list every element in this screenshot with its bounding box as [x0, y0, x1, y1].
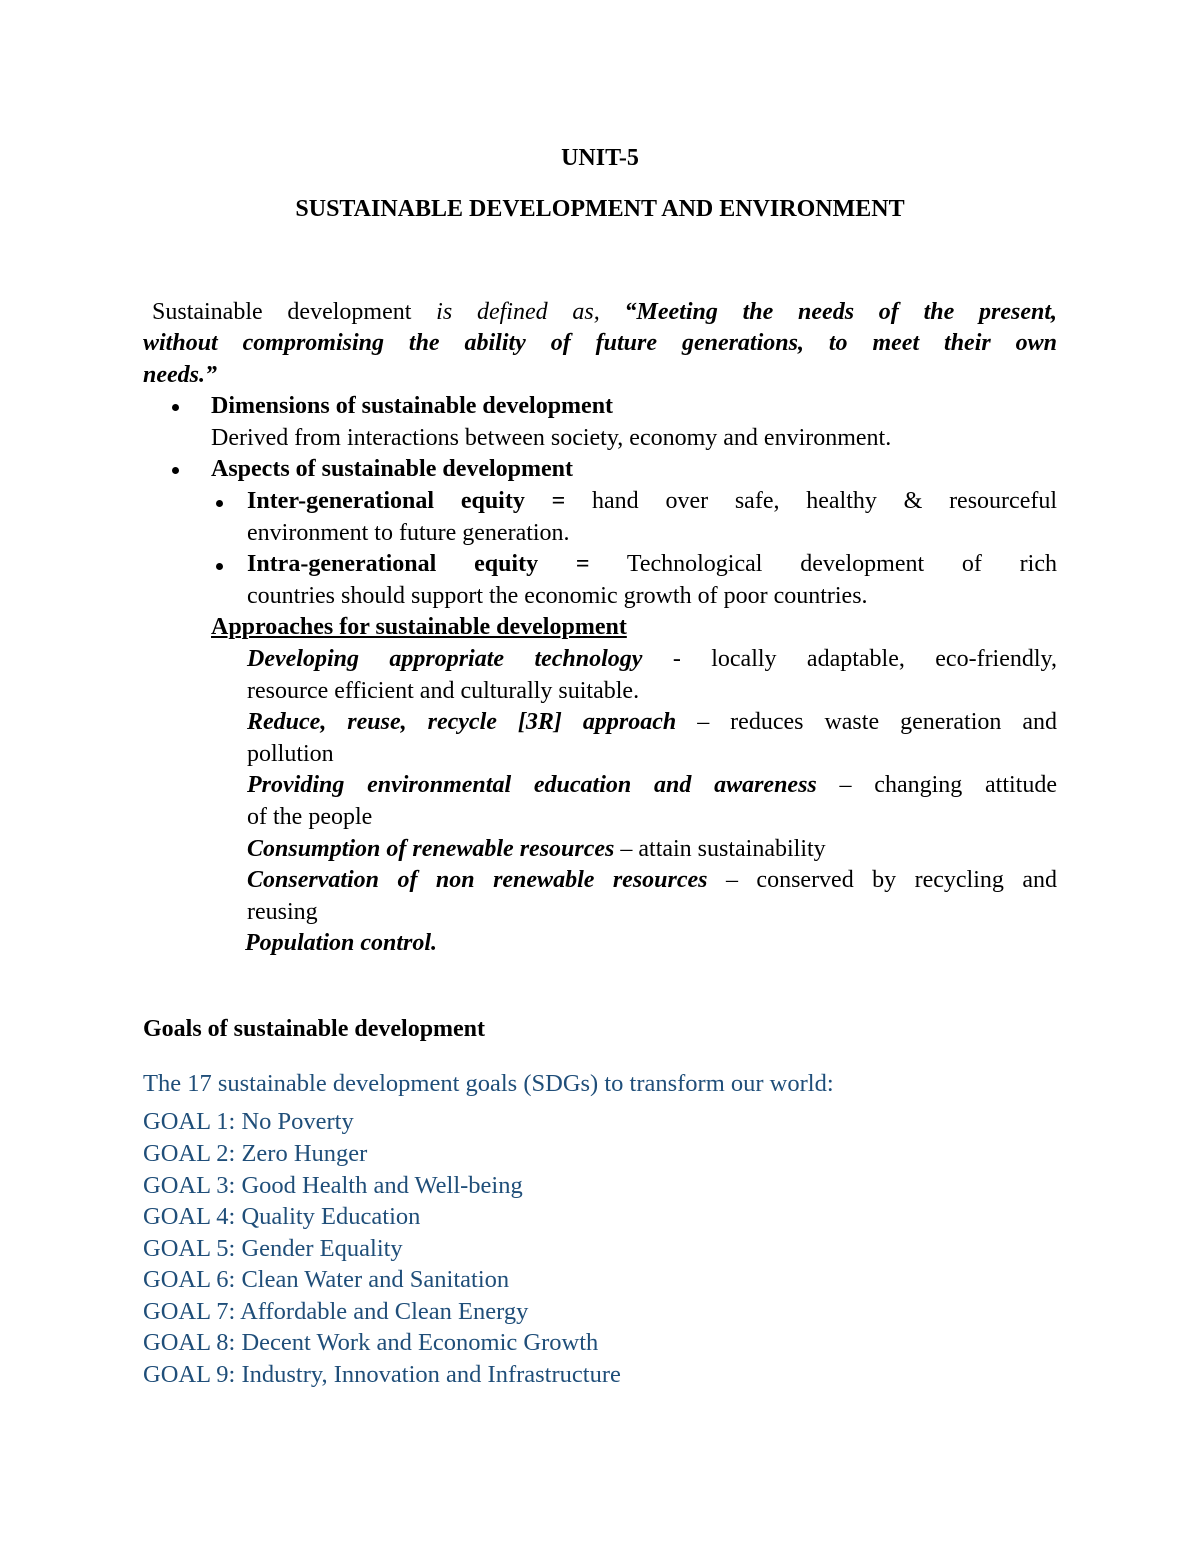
bullet-icon: [172, 467, 179, 474]
approach-item-1-line-1: [247, 644, 1057, 676]
approach-item-3-line-2: of the people: [247, 804, 373, 830]
approach-term: Providing environmental education and awareness: [247, 772, 817, 798]
goal-item: GOAL 7: Affordable and Clean Energy: [143, 1298, 529, 1325]
approach-term: Conservation of non renewable resources: [247, 867, 708, 893]
goal-item: GOAL 9: Industry, Innovation and Infrastructure: [143, 1361, 621, 1388]
bullet-icon: [216, 500, 223, 507]
approach-term: Developing appropriate technology: [247, 646, 643, 672]
approach-term: Consumption of renewable resources: [247, 836, 615, 862]
aspects-heading: Aspects of sustainable development: [211, 456, 574, 482]
approach-desc: – changing attitude: [816, 772, 1057, 798]
approach-item-4-line-1: [247, 834, 826, 866]
bullet-icon: [216, 563, 223, 570]
approach-desc: – reduces waste generation and: [676, 709, 1058, 735]
goal-item: GOAL 2: Zero Hunger: [143, 1140, 368, 1167]
bullet-icon: [172, 404, 179, 411]
goal-item: GOAL 4: Quality Education: [143, 1203, 421, 1230]
goal-item: GOAL 1: No Poverty: [143, 1108, 354, 1135]
approaches-heading: Approaches for sustainable development: [211, 614, 627, 640]
dimensions-heading: Dimensions of sustainable development: [211, 393, 614, 419]
page-title: SUSTAINABLE DEVELOPMENT AND ENVIRONMENT: [295, 196, 905, 222]
unit-heading: UNIT-5: [561, 145, 639, 171]
goal-item: GOAL 3: Good Health and Well-being: [143, 1172, 523, 1199]
inter-generational-line-2: environment to future generation.: [247, 520, 570, 546]
approach-item-5-line-2: reusing: [247, 899, 318, 925]
approach-item-2-line-2: pollution: [247, 741, 334, 767]
definition-quote-part-1: “Meeting the needs of the present,: [624, 299, 1058, 325]
inter-generational-line-1: [247, 486, 1057, 518]
definition-is-defined: is defined as,: [436, 299, 600, 325]
definition-line-1: [152, 297, 1057, 329]
definition-line-2: without compromising the ability of future generations, to meet their own: [143, 330, 1057, 356]
approach-item-1-line-2: resource efficient and culturally suitable.: [247, 678, 640, 704]
goal-item: GOAL 8: Decent Work and Economic Growth: [143, 1329, 599, 1356]
goals-intro: The 17 sustainable development goals (SDGs) to transform our world:: [143, 1070, 834, 1097]
inter-generational-term: Inter-generational equity =: [247, 488, 566, 514]
approach-desc: – attain sustainability: [614, 836, 826, 862]
definition-lead: Sustainable development: [152, 299, 412, 325]
goal-item: GOAL 5: Gender Equality: [143, 1235, 403, 1262]
goal-item: GOAL 6: Clean Water and Sanitation: [143, 1266, 510, 1293]
approach-item-5-line-1: [247, 865, 1057, 897]
definition-line-3: needs.”: [143, 362, 217, 388]
dimensions-text: Derived from interactions between society, economy and environment.: [211, 425, 892, 451]
intra-generational-line-1: [247, 549, 1057, 581]
approach-item-2-line-1: [247, 707, 1057, 739]
approach-desc: – conserved by recycling and: [707, 867, 1057, 893]
intra-generational-term: Intra-generational equity =: [247, 551, 590, 577]
goals-heading: Goals of sustainable development: [143, 1016, 486, 1042]
intra-generational-desc: Technological development of rich: [626, 551, 1057, 577]
inter-generational-desc: hand over safe, healthy & resourceful: [592, 488, 1058, 514]
approach-term: Reduce, reuse, recycle [3R] approach: [247, 709, 677, 735]
approach-item-3-line-1: [247, 770, 1057, 802]
approach-item-6: Population control.: [245, 930, 438, 956]
approach-desc: - locally adaptable, eco-friendly,: [642, 646, 1057, 672]
intra-generational-line-2: countries should support the economic growth of poor countries.: [247, 583, 868, 609]
